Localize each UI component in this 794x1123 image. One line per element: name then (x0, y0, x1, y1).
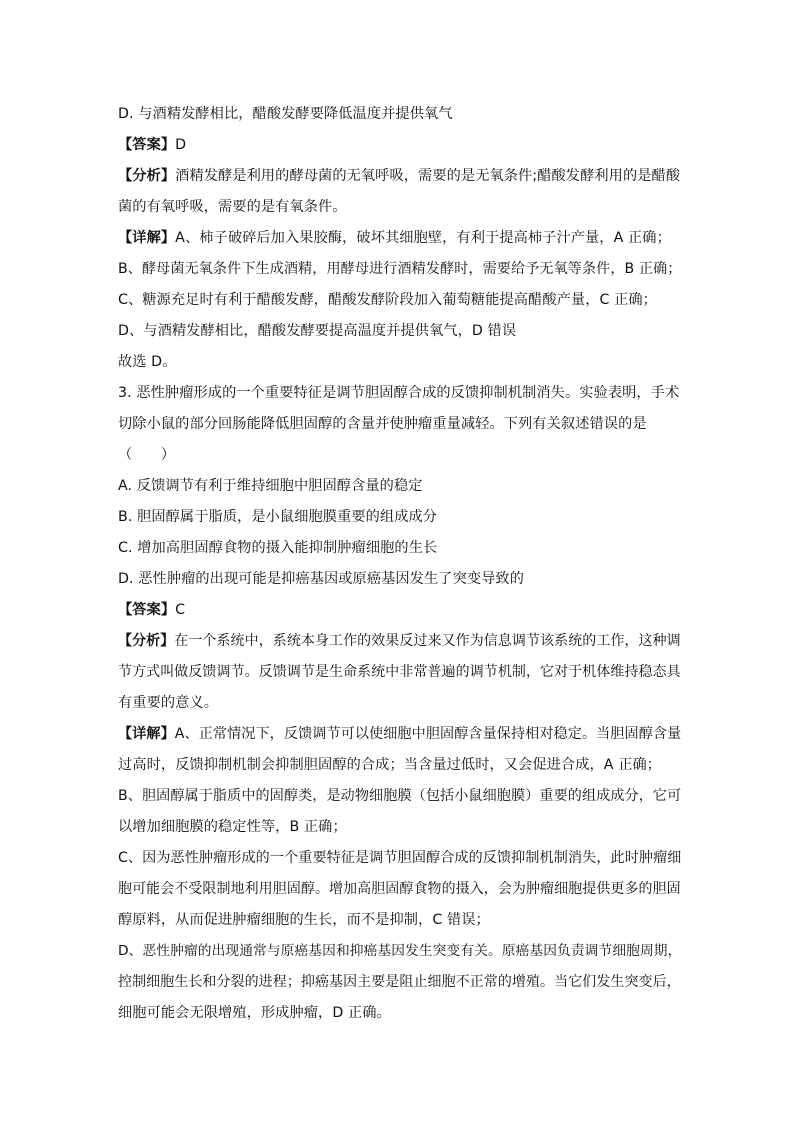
q3-detail-d2: 控制细胞生长和分裂的进程；抑癌基因主要是阻止细胞不正常的增殖。当它们发生突变后， (118, 974, 681, 990)
q3-option-a: A. 反馈调节有利于维持细胞中胆固醇含量的稳定 (118, 478, 423, 494)
analysis-text: 酒精发酵是利用的酵母菌的无氧呼吸，需要的是无氧条件;醋酸发酵利用的是醋酸 (175, 168, 681, 184)
q2-analysis-line2: 菌的有氧呼吸，需要的是有氧条件。 (118, 199, 347, 215)
analysis-tag: 【分析】 (118, 633, 175, 649)
q3-stem-line1: 3. 恶性肿瘤形成的一个重要特征是调节胆固醇合成的反馈抑制机制消失。实验表明，手术 (118, 385, 680, 401)
q2-answer (118, 130, 684, 161)
document-body (118, 99, 684, 1029)
q2-detail-line3: C、糖源充足时有利于醋酸发酵，醋酸发酵阶段加入葡萄糖能提高醋酸产量，C 正确； (118, 292, 657, 308)
q3-option-c: C. 增加高胆固醇食物的摄入能抑制肿瘤细胞的生长 (118, 540, 438, 556)
q2-detail-line1 (118, 223, 684, 254)
q2-analysis-line1 (118, 161, 684, 192)
q3-option-d: D. 恶性肿瘤的出现可能是抑癌基因或原癌基因发生了突变导致的 (118, 571, 525, 587)
q3-detail-c3: 醇原料，从而促进肿瘤细胞的生长，而不是抑制，C 错误； (118, 912, 490, 928)
q3-detail-c1: C、因为恶性肿瘤形成的一个重要特征是调节胆固醇合成的反馈抑制机制消失，此时肿瘤细 (118, 850, 682, 866)
q3-analysis-line2: 节方式叫做反馈调节。反馈调节是生命系统中非常普遍的调节机制，它对于机体维持稳态具 (118, 664, 681, 680)
detail-text: A、正常情况下，反馈调节可以使细胞中胆固醇含量保持相对稳定。当胆固醇含量 (174, 726, 682, 742)
q3-detail-b1: B、胆固醇属于脂质中的固醇类，是动物细胞膜（包括小鼠细胞膜）重要的组成成分，它可 (118, 788, 682, 804)
q3-stem-line3: （ ） (118, 447, 176, 463)
q3-detail-d3: 细胞可能会无限增殖，形成肿瘤，D 正确。 (118, 1005, 391, 1021)
q3-option-b: B. 胆固醇属于脂质，是小鼠细胞膜重要的组成成分 (118, 509, 438, 525)
answer-tag: 【答案】 (118, 602, 176, 618)
q3-analysis-line1 (118, 626, 684, 657)
q3-answer (118, 595, 684, 626)
q3-detail-a2: 过高时，反馈抑制机制会抑制胆固醇的合成；当含量过低时，又会促进合成，A 正确； (118, 757, 662, 773)
q3-detail-d1: D、恶性肿瘤的出现通常与原癌基因和抑癌基因发生突变有关。原癌基因负责调节细胞周期， (118, 943, 682, 959)
detail-text: A、柿子破碎后加入果胶酶，破坏其细胞壁，有利于提高柿子汁产量，A 正确； (175, 230, 671, 246)
q2-detail-line2: B、酵母菌无氧条件下生成酒精，用酵母进行酒精发酵时，需要给予无氧等条件，B 正确； (118, 261, 682, 277)
q3-detail-b2: 以增加细胞膜的稳定性等，B 正确； (118, 819, 347, 835)
q3-stem-line2: 切除小鼠的部分回肠能降低胆固醇的含量并使肿瘤重量减轻。下列有关叙述错误的是 (118, 416, 647, 432)
answer-value: C (175, 602, 186, 618)
q3-detail-c2: 胞可能会不受限制地利用胆固醇。增加高胆固醇食物的摄入，会为肿瘤细胞提供更多的胆固 (118, 881, 681, 897)
q3-analysis-line3: 有重要的意义。 (118, 695, 219, 711)
answer-tag: 【答案】 (118, 137, 176, 153)
q2-detail-line4: D、与酒精发酵相比，醋酸发酵要提高温度并提供氧气，D 错误 (118, 323, 517, 339)
analysis-tag: 【分析】 (118, 168, 176, 184)
detail-tag: 【详解】 (118, 726, 175, 742)
detail-tag: 【详解】 (118, 230, 176, 246)
q2-conclusion: 故选 D。 (118, 354, 177, 370)
q2-option-d: D. 与酒精发酵相比，醋酸发酵要降低温度并提供氧气 (118, 106, 453, 122)
answer-value: D (175, 137, 187, 153)
q3-detail-a1 (118, 719, 684, 750)
analysis-text: 在一个系统中，系统本身工作的效果反过来又作为信息调节该系统的工作，这种调 (174, 633, 681, 649)
